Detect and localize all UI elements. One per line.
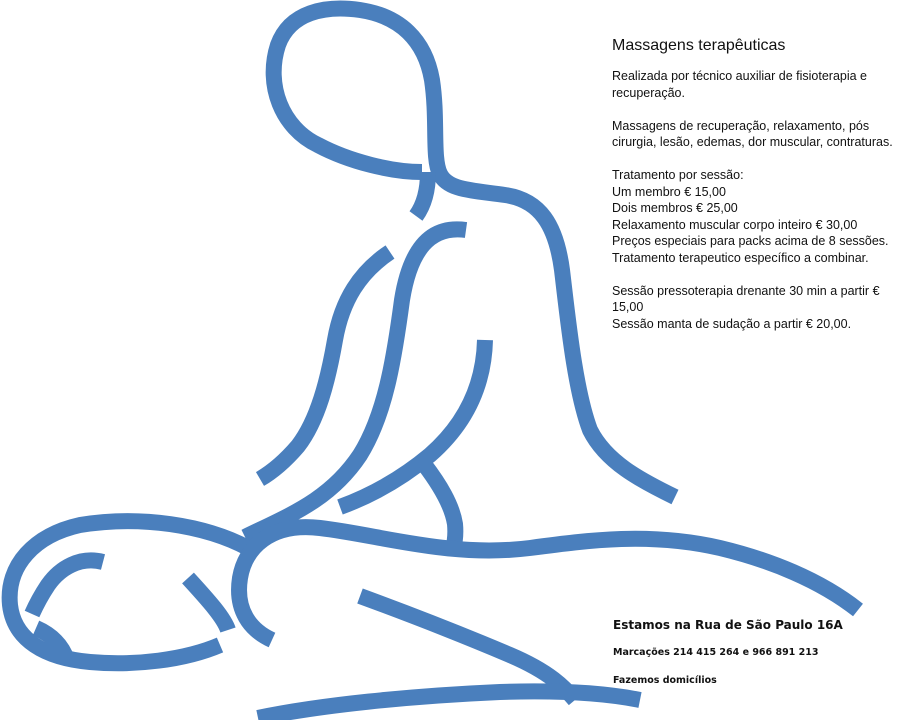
client-base-stroke	[258, 691, 640, 718]
pricing-block	[612, 167, 897, 266]
contact-info	[613, 618, 903, 687]
info-intro: Realizada por técnico auxiliar de fisioterapia e recuperação.	[612, 69, 868, 100]
pricing-heading: Tratamento por sessão:	[612, 168, 744, 182]
treatment-info	[612, 36, 897, 349]
info-title: Massagens terapêuticas	[612, 37, 786, 54]
price-two-limbs: Dois membros € 25,00	[612, 201, 738, 215]
client-face-stroke	[32, 560, 103, 614]
extra-sessions	[612, 283, 897, 333]
contact-phones: Marcações 214 415 264 e 966 891 213	[613, 647, 819, 658]
contact-home-visits: Fazemos domicílios	[613, 675, 717, 686]
packs-note: Preços especiais para packs acima de 8 sessões. Tratamento terapeutico específico a combinar.	[612, 234, 889, 265]
price-full-body: Relaxamento muscular corpo inteiro € 30,00	[612, 217, 858, 232]
pressotherapy-session: Sessão pressoterapia drenante 30 min a partir € 15,00	[612, 283, 880, 314]
therapist-torso-stroke	[340, 340, 485, 507]
contact-address: Estamos na Rua de São Paulo 16A	[613, 618, 843, 632]
client-arm-stroke	[188, 578, 228, 630]
price-one-limb: Um membro € 15,00	[612, 184, 726, 199]
sweat-blanket-session: Sessão manta de sudação a partir € 20,00.	[612, 316, 852, 331]
therapist-leg-stroke	[424, 464, 455, 549]
info-services: Massagens de recuperação, relaxamento, pós cirurgia, lesão, edemas, dor muscular, contraturas.	[612, 118, 893, 149]
